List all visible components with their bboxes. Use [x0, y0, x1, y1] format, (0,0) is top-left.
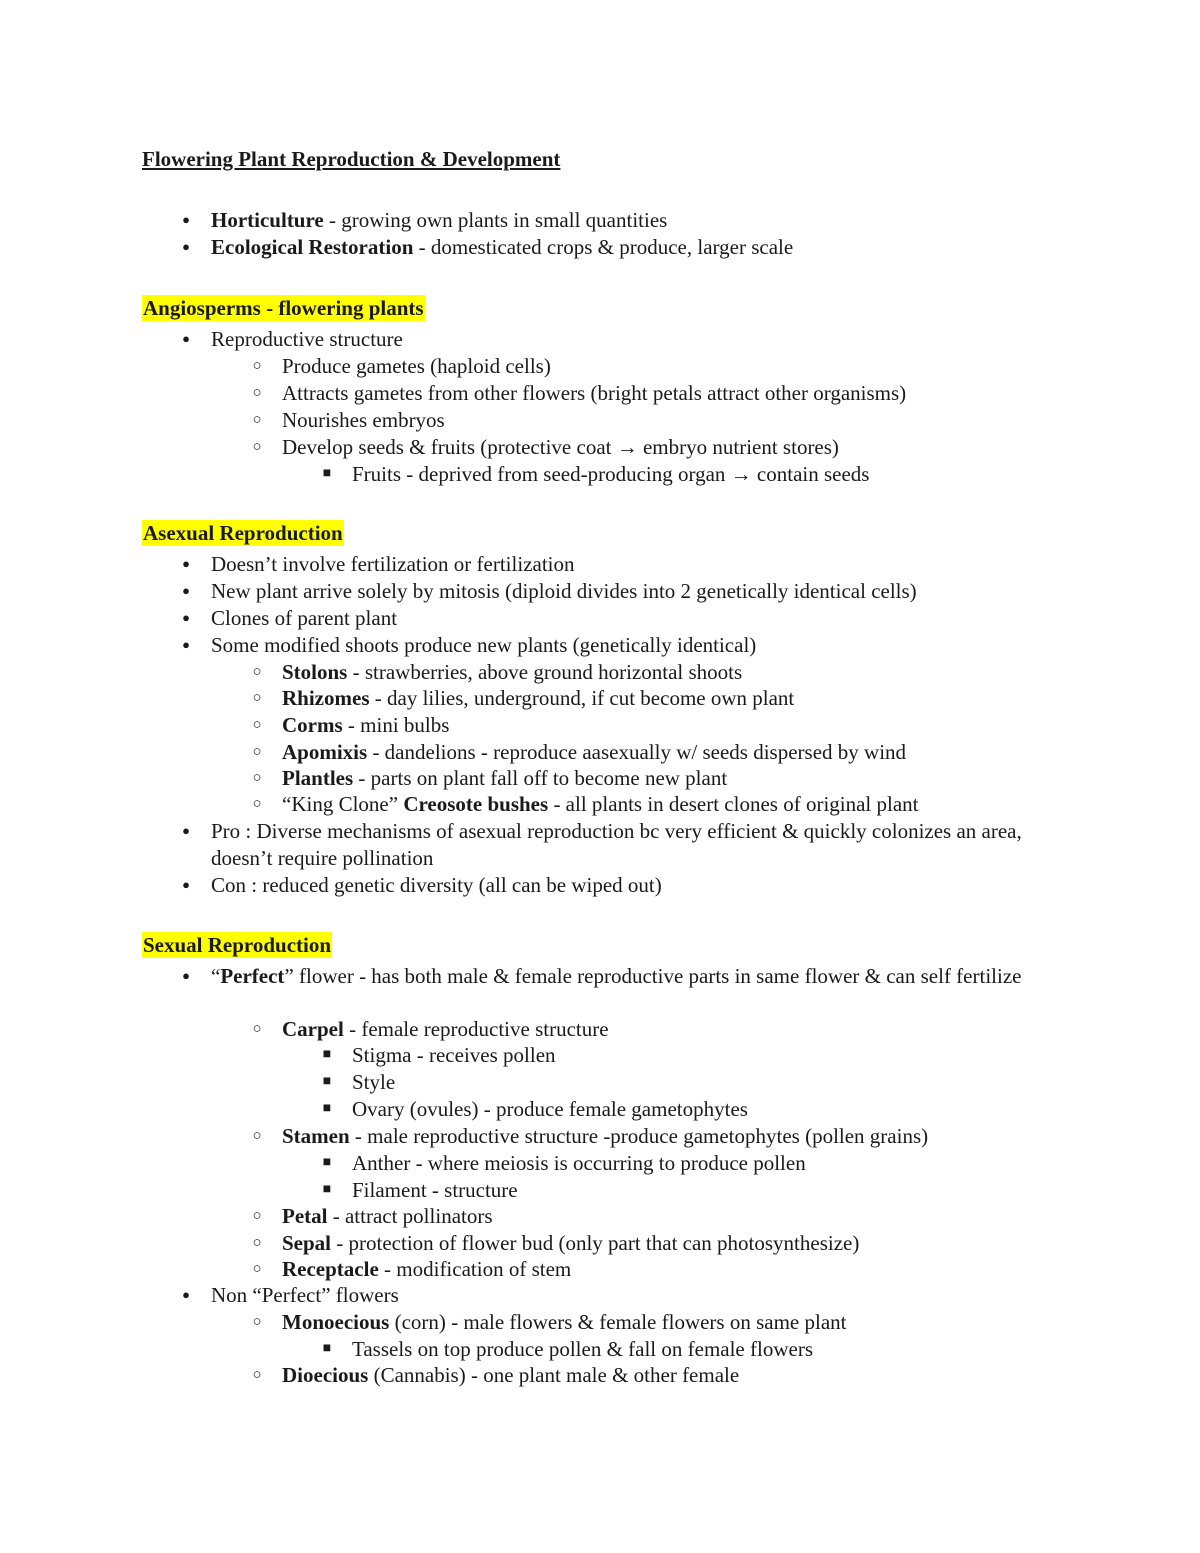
bullet-icon: ●: [182, 823, 190, 838]
term-label: Carpel: [282, 1017, 344, 1041]
square-bullet-icon: ■: [322, 1101, 332, 1116]
list-item: [252, 712, 1052, 739]
list-item: [322, 1177, 1052, 1204]
item-text: Non “Perfect” flowers: [211, 1283, 399, 1307]
circle-bullet-icon: ○: [252, 439, 262, 455]
item-text: Attracts gametes from other flowers (bright petals attract other organisms): [282, 381, 907, 405]
list-item: [182, 551, 1051, 578]
square-bullet-icon: ■: [322, 1341, 332, 1356]
list-item: [182, 632, 1051, 659]
circle-bullet-icon: ○: [252, 1128, 262, 1144]
list-item: [252, 1309, 1052, 1336]
square-bullet-icon: ■: [322, 1074, 332, 1089]
list-item: [252, 1203, 1052, 1230]
list-item: [252, 1016, 1052, 1043]
list-item: [252, 1256, 1052, 1283]
term-text: - male reproductive structure -produce gametophytes (pollen grains): [349, 1124, 929, 1148]
list-item: [252, 685, 1052, 712]
term-label: Petal: [282, 1204, 328, 1228]
item-text: New plant arrive solely by mitosis (diploid divides into 2 genetically identical cells): [211, 579, 917, 603]
circle-bullet-icon: ○: [252, 385, 262, 401]
list-item: [182, 207, 1051, 234]
item-text: Some modified shoots produce new plants (genetically identical): [211, 633, 757, 657]
term-text: - attract pollinators: [327, 1204, 493, 1228]
bullet-icon: ●: [182, 331, 190, 346]
document-title: Flowering Plant Reproduction & Development: [142, 147, 561, 171]
list-item: [322, 461, 1052, 488]
list-item: [182, 605, 1051, 632]
term-text: - parts on plant fall off to become new plant: [353, 766, 728, 790]
list-item: [182, 872, 1051, 899]
item-text: Pro : Diverse mechanisms of asexual reproduction bc very efficient & quickly colonizes an area, doesn’t require pollination: [211, 819, 1022, 870]
term-label: Receptacle: [282, 1257, 379, 1281]
list-item: [322, 1336, 1052, 1363]
list-item: [322, 1069, 1052, 1096]
list-item: [252, 1123, 1052, 1150]
term-label: Dioecious: [282, 1363, 369, 1387]
item-text: Tassels on top produce pollen & fall on female flowers: [352, 1337, 813, 1361]
bullet-icon: ●: [182, 239, 190, 254]
item-text: Anther - where meiosis is occurring to produce pollen: [352, 1151, 806, 1175]
list-item: [252, 380, 1052, 407]
item-text: Style: [352, 1070, 396, 1094]
bullet-icon: ●: [182, 637, 190, 652]
circle-bullet-icon: ○: [252, 796, 262, 812]
term-label: Ecological Restoration: [211, 235, 414, 259]
circle-bullet-icon: ○: [252, 1021, 262, 1037]
item-text: Fruits - deprived from seed-producing organ → contain seeds: [352, 462, 870, 486]
square-bullet-icon: ■: [322, 1047, 332, 1062]
circle-bullet-icon: ○: [252, 358, 262, 374]
term-label: Perfect: [220, 964, 285, 988]
square-bullet-icon: ■: [322, 1155, 332, 1170]
bullet-icon: ●: [182, 212, 190, 227]
list-item: [252, 765, 1052, 792]
list-item: [182, 818, 1051, 872]
list-item: [322, 1150, 1052, 1177]
term-text: - day lilies, underground, if cut become own plant: [369, 686, 795, 710]
circle-bullet-icon: ○: [252, 1367, 262, 1383]
list-item: [252, 791, 1052, 818]
circle-bullet-icon: ○: [252, 412, 262, 428]
term-text: ” flower - has both male & female reproductive parts in same flower & can self fertilize: [284, 964, 1022, 988]
bullet-icon: ●: [182, 1287, 190, 1302]
term-text: - all plants in desert clones of original plant: [548, 792, 919, 816]
bullet-icon: ●: [182, 583, 190, 598]
term-label: Rhizomes: [282, 686, 370, 710]
list-item: [252, 353, 1052, 380]
term-text: - mini bulbs: [342, 713, 450, 737]
term-text: - domesticated crops & produce, larger scale: [413, 235, 794, 259]
term-label: Stolons: [282, 660, 348, 684]
term-label: Sepal: [282, 1231, 332, 1255]
term-label: Apomixis: [282, 740, 368, 764]
square-bullet-icon: ■: [322, 1182, 332, 1197]
item-text: Produce gametes (haploid cells): [282, 354, 551, 378]
circle-bullet-icon: ○: [252, 1208, 262, 1224]
item-text: Ovary (ovules) - produce female gametophytes: [352, 1097, 748, 1121]
item-text: Stigma - receives pollen: [352, 1043, 556, 1067]
item-text: Filament - structure: [352, 1178, 518, 1202]
list-item: [182, 1282, 1051, 1309]
circle-bullet-icon: ○: [252, 717, 262, 733]
term-label: Plantles: [282, 766, 354, 790]
list-item: [252, 659, 1052, 686]
list-item: [252, 1230, 1052, 1257]
term-text: - dandelions - reproduce aasexually w/ seeds dispersed by wind: [367, 740, 907, 764]
term-text: - growing own plants in small quantities: [323, 208, 668, 232]
item-text: Develop seeds & fruits (protective coat → embryo nutrient stores): [282, 435, 839, 459]
section-heading-angiosperms: Angiosperms - flowering plants: [143, 296, 424, 320]
list-item: [322, 1042, 1052, 1069]
list-item: [252, 407, 1052, 434]
item-text: Nourishes embryos: [282, 408, 445, 432]
term-label: Horticulture: [211, 208, 324, 232]
item-text: Doesn’t involve fertilization or fertilization: [211, 552, 575, 576]
bullet-icon: ●: [182, 556, 190, 571]
circle-bullet-icon: ○: [252, 770, 262, 786]
term-label: Stamen: [282, 1124, 350, 1148]
section-heading-sexual: Sexual Reproduction: [143, 933, 332, 957]
list-item: [182, 578, 1051, 605]
term-label: Monoecious: [282, 1310, 390, 1334]
term-text: (corn) - male flowers & female flowers on same plant: [389, 1310, 847, 1334]
item-text: Clones of parent plant: [211, 606, 398, 630]
list-item: [252, 739, 1052, 766]
term-prefix: “King Clone”: [282, 792, 404, 816]
list-item: [252, 1362, 1052, 1389]
list-item: [182, 963, 1051, 990]
bullet-icon: ●: [182, 877, 190, 892]
term-prefix: “: [211, 964, 221, 988]
term-label: Corms: [282, 713, 343, 737]
section-heading-asexual: Asexual Reproduction: [143, 521, 343, 545]
list-item: [182, 326, 1051, 353]
term-text: - protection of flower bud (only part that can photosynthesize): [331, 1231, 860, 1255]
term-text: - strawberries, above ground horizontal shoots: [347, 660, 743, 684]
circle-bullet-icon: ○: [252, 744, 262, 760]
list-item: [252, 434, 1052, 461]
term-text: - modification of stem: [378, 1257, 572, 1281]
circle-bullet-icon: ○: [252, 664, 262, 680]
term-text: - female reproductive structure: [343, 1017, 609, 1041]
item-text: Reproductive structure: [211, 327, 403, 351]
item-text: Con : reduced genetic diversity (all can be wiped out): [211, 873, 662, 897]
term-label: Creosote bushes: [403, 792, 549, 816]
circle-bullet-icon: ○: [252, 1261, 262, 1277]
bullet-icon: ●: [182, 610, 190, 625]
list-item: [322, 1096, 1052, 1123]
circle-bullet-icon: ○: [252, 690, 262, 706]
square-bullet-icon: ■: [322, 466, 332, 481]
list-item: [182, 234, 1051, 261]
bullet-icon: ●: [182, 968, 190, 983]
circle-bullet-icon: ○: [252, 1235, 262, 1251]
term-text: (Cannabis) - one plant male & other female: [368, 1363, 740, 1387]
circle-bullet-icon: ○: [252, 1314, 262, 1330]
